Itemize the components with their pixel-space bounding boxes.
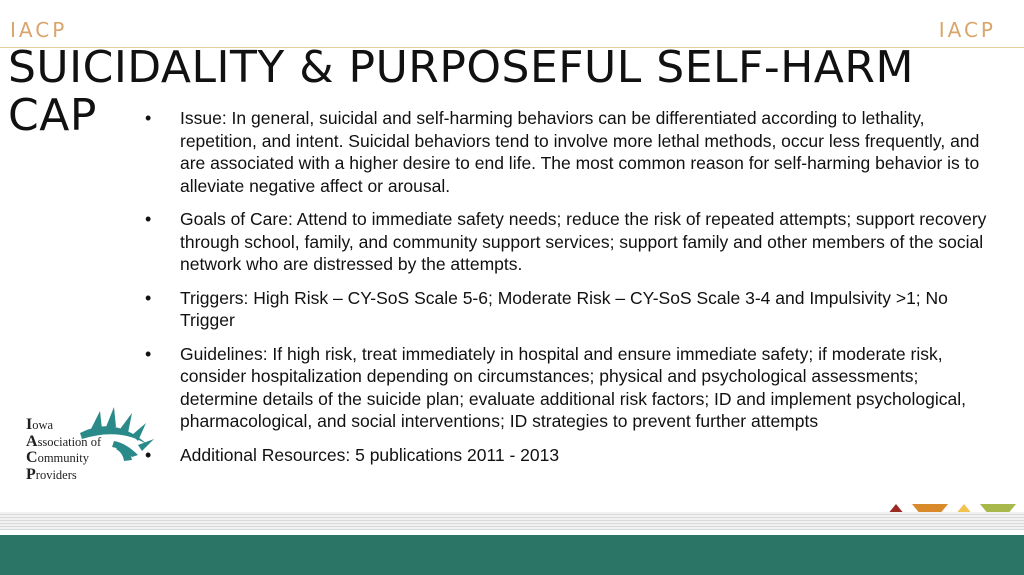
bullet-list: [145, 107, 995, 466]
slide-title: SUICIDALITY & PURPOSEFUL SELF-HARM CAP: [8, 42, 914, 141]
bullet-guidelines: • Guidelines: If high risk, treat immediately in hospital and ensure immediate safety; if moderate risk, consider hospitalization depending on circumstances; physical and psychological assessments; determine details of the suicide plan; evaluate additional risk factors; ID and implement psychological, pharmacological, and social interventions; ID strategies to prevent further attempts: [145, 343, 995, 433]
organization-logo: [20, 405, 155, 495]
bullet-goals-of-care: • Goals of Care: Attend to immediate safety needs; reduce the risk of repeated attempts; support recovery through school, family, and community support services; support family and other members of the social network who are distressed by the attempts.: [145, 208, 995, 276]
brand-logo-right: IACP: [938, 18, 996, 42]
footer-bar: [0, 535, 1024, 575]
bullet-issue: • Issue: In general, suicidal and self-harming behaviors can be differentiated according to lethality, repetition, and intent. Suicidal behaviors tend to involve more lethal methods, occur less frequently, and are associated with a higher desire to end life. The most common reason for self-harming behavior is to alleviate negative affect or arousal.: [145, 107, 995, 197]
bullet-additional-resources: • Additional Resources: 5 publications 2011 - 2013: [145, 444, 995, 467]
footer-stripe: [0, 512, 1024, 530]
brand-logo-left: IACP: [10, 18, 68, 42]
bullet-triggers: • Triggers: High Risk – CY-SoS Scale 5-6; Moderate Risk – CY-SoS Scale 3-4 and Impulsivity >1; No Trigger: [145, 287, 995, 332]
logo-wordmark: Iowa Association of Community Providers: [26, 416, 102, 483]
